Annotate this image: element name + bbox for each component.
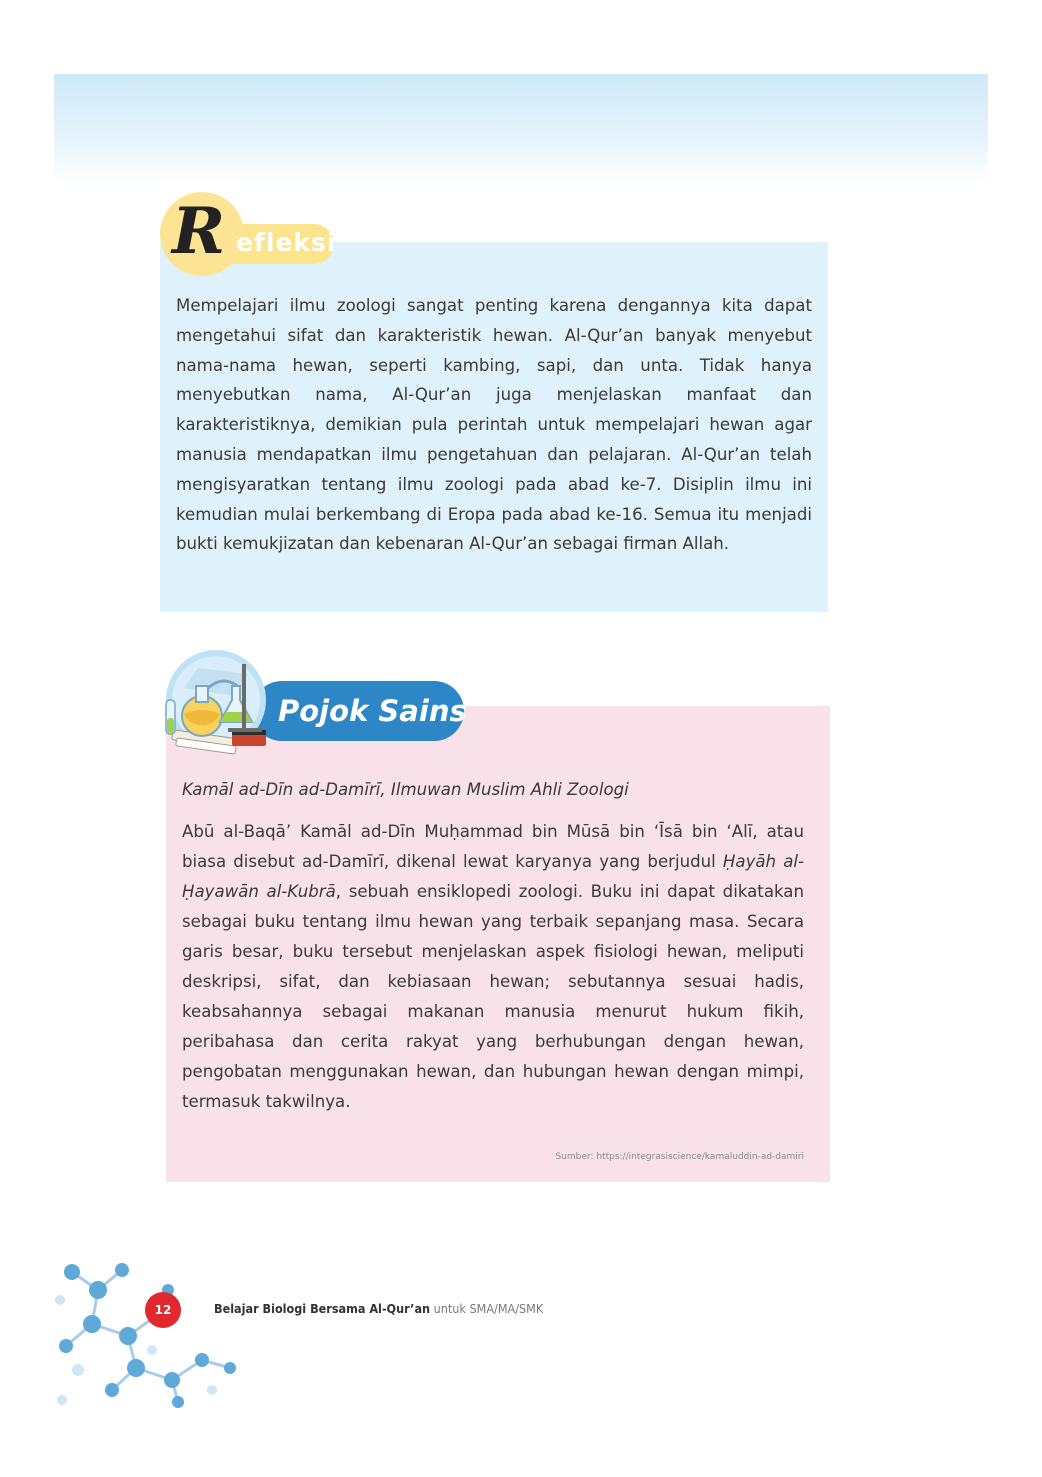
footer-title-bold: Belajar Biologi Bersama Al-Qur’an: [214, 1301, 431, 1316]
pojok-sains-paragraph: [182, 817, 804, 1117]
book-title: Ḥayāh al-Ḥayawān al-Kubrā: [182, 852, 804, 901]
source-citation: Sumber: https://integrasiscience/kamaluddin-ad-damiri: [555, 1152, 804, 1162]
page-number: 12: [145, 1292, 181, 1328]
pojok-sains-title: Pojok Sains: [278, 694, 467, 728]
pojok-sains-subtitle: Kamāl ad-Dīn ad-Damīrī, Ilmuwan Muslim Ahli Zoologi: [182, 780, 629, 799]
paragraph-part-1: Abū al-Baqā’ Kamāl ad-Dīn Muḥammad bin Mūsā bin ‘Īsā bin ‘Alī, atau biasa disebut ad-Damīrī, dikenal lewat karyanya yang berjudul: [182, 822, 804, 871]
molecule-icon: [52, 1250, 252, 1410]
refleksi-badge-label: efleksi: [236, 228, 337, 257]
header-band: [54, 74, 988, 184]
refleksi-badge-initial: R: [172, 194, 226, 269]
paragraph-part-2: , sebuah ensiklopedi zoologi. Buku ini dapat dikatakan sebagai buku tentang ilmu hewan yang terbaik sepanjang masa. Secara garis besar, buku tersebut menjelaskan aspek fisiologi hewan, meliputi deskripsi, sifat, dan kebiasaan hewan; sebutannya sesuai hadis, keabsahannya sebagai makanan manusia menurut hukum fikih, peribahasa dan cerita rakyat yang berhubungan dengan hewan, pengobatan menggunakan hewan, dan hubungan hewan dengan mimpi, termasuk takwilnya.: [182, 882, 804, 1111]
footer-title-light: untuk SMA/MA/SMK: [433, 1301, 544, 1316]
footer-book-title: [214, 1299, 543, 1319]
lab-glassware-icon: [158, 648, 274, 760]
refleksi-paragraph: Mempelajari ilmu zoologi sangat penting karena dengannya kita dapat mengetahui sifat dan karakteristik hewan. Al-Qur’an banyak menyebut nama-nama hewan, seperti kambing, sapi, dan unta. Tidak hanya menyebutkan nama, Al-Qur’an juga menjelaskan manfaat dan karakteristiknya, demikian pula perintah untuk mempelajari hewan agar manusia mendapatkan ilmu pengetahuan dan pelajaran. Al-Qur’an telah mengisyaratkan tentang ilmu zoologi pada abad ke-7. Disiplin ilmu ini kemudian mulai berkembang di Eropa pada abad ke-16. Semua itu menjadi bukti kemukjizatan dan kebenaran Al-Qur’an sebagai firman Allah.: [176, 296, 812, 554]
